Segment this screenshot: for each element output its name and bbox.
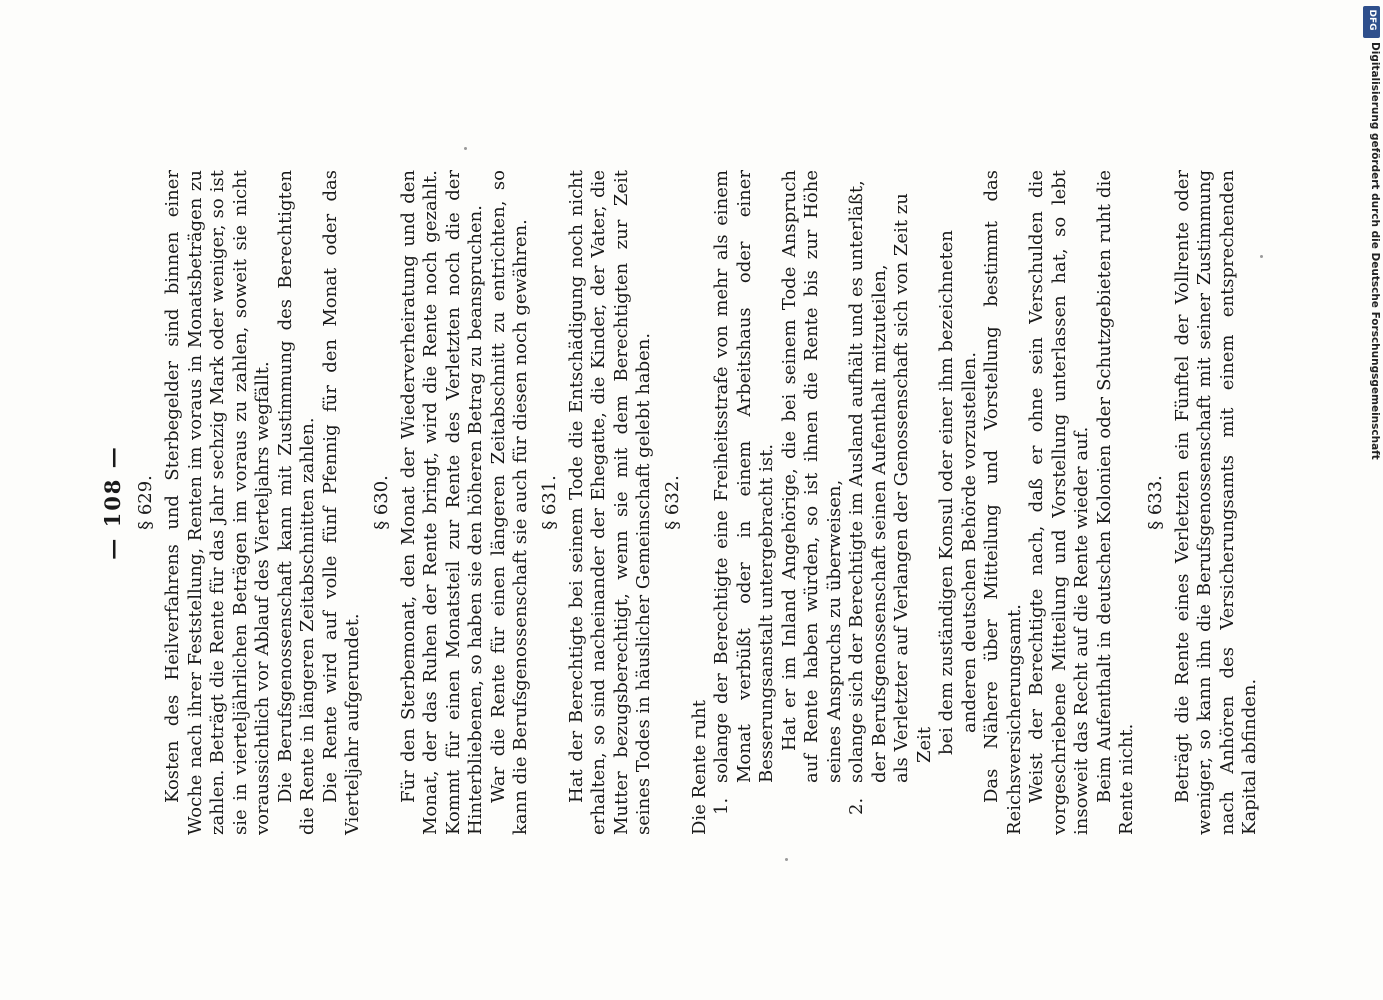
funding-note: Digitalisierung gefördert durch die Deutsche Forschungsgemeinschaft bbox=[1369, 42, 1381, 460]
list-item-text: solange sich der Berechtigte im Ausland aufhält und es unterläßt, bbox=[846, 180, 867, 783]
section-title-629: § 629. bbox=[135, 475, 156, 530]
list-item-632-2 bbox=[846, 170, 869, 835]
dfg-logo-text: DFG bbox=[1367, 9, 1377, 31]
page-number: — 108 — bbox=[100, 445, 125, 560]
page-content bbox=[100, 170, 1262, 835]
list-number: 1. bbox=[711, 797, 732, 815]
scan-speck bbox=[785, 858, 788, 861]
paragraph-629-2: Die Berufsgenossenschaft kann mit Zustimmung des Berechtigten die Rente in längeren Zeitabschnitten zahlen. bbox=[274, 170, 318, 835]
sub-item-632-2b: als Verletzter auf Verlangen der Genossenschaft sich von Zeit zu Zeit bbox=[891, 193, 935, 783]
funding-strip bbox=[1362, 6, 1382, 460]
list-item-text: solange der Berechtigte eine Freiheitsstrafe von mehr als einem Monat verbüßt oder in einem Arbeitshaus oder einer Besserungsanstalt untergebracht ist. bbox=[711, 170, 777, 783]
paragraph-632-1b: Hat er im Inland Angehörige, die bei seinem Tode Anspruch auf Rente haben würden, so ist ihnen die Rente bis zur Höhe seines Anspruchs zu überweisen, bbox=[778, 170, 845, 783]
paragraph-630-2: War die Rente für einen längeren Zeitabschnitt zu entrichten, so kann die Berufsgenossenschaft sie auch für diesen noch gewähren. bbox=[487, 170, 531, 835]
sub-item-632-2a: der Berufsgenossenschaft seinen Aufenthalt mitzuteilen, bbox=[868, 264, 890, 783]
paragraph-629-3: Die Rente wird auf volle fünf Pfennig für den Monat oder das Vierteljahr aufgerundet. bbox=[319, 170, 363, 835]
paragraph-632-beim: Beim Aufenthalt in deutschen Kolonien oder Schutzgebieten ruht die Rente nicht. bbox=[1093, 170, 1137, 835]
scan-speck bbox=[464, 147, 467, 150]
paragraph-632-naehere: Das Nähere über Mitteilung und Vorstellung bestimmt das Reichsversicherungsamt. bbox=[981, 170, 1025, 835]
list-item-632-1 bbox=[711, 170, 779, 835]
paragraph-631-1: Hat der Berechtigte bei seinem Tode die Entschädigung noch nicht erhalten, so sind nacheinander der Ehegatte, die Kinder, der Vater, die Mutter bezugsberechtigt, wenn sie mit dem Berechtigten zur Zeit seines Todes in häuslicher Gemeinschaft gelebt haben. bbox=[565, 170, 654, 835]
paragraph-632-weist: Weist der Berechtigte nach, daß er ohne sein Verschulden die vorgeschriebene Mitteilung und Vorstellung unterlassen hat, so lebt insoweit das Recht auf die Rente wieder auf. bbox=[1026, 170, 1092, 835]
scan-speck bbox=[1260, 255, 1263, 258]
section-title-631: § 631. bbox=[538, 475, 560, 530]
section-title-630: § 630. bbox=[370, 475, 392, 530]
paragraph-633-1: Beträgt die Rente eines Verletzten ein Fünftel der Vollrente oder weniger, so kann ihn die Berufsgenossenschaft mit seiner Zustimmung nach Anhören des Versicherungsamts mit einem entsprechenden Kapital abfinden. bbox=[1171, 170, 1260, 835]
dfg-logo-icon bbox=[1363, 6, 1380, 38]
paragraph-629-1: Kosten des Heilverfahrens und Sterbegelder sind binnen einer Woche nach ihrer Feststellung, Renten im voraus in Monatsbeträgen zu zahlen. Beträgt die Rente für das Jahr sechzig Mark oder weniger, so ist sie in vierteljährlichen Beträgen im voraus zu zahlen, soweit sie nicht voraussichtlich vor Ablauf des Vierteljahrs wegfällt. bbox=[162, 170, 273, 835]
section-title-633: § 633. bbox=[1144, 475, 1166, 530]
section-title-632: § 632. bbox=[661, 475, 683, 530]
list-number: 2. bbox=[846, 797, 867, 815]
sub-item-632-2b-cont: bei dem zuständigen Konsul oder einer ihm bezeichneten anderen deutschen Behörde vorzustellen. bbox=[936, 230, 980, 755]
paragraph-632-intro: Die Rente ruht bbox=[688, 700, 710, 835]
paragraph-630-1: Für den Sterbemonat, den Monat der Wiederverheiratung und den Monat, der das Ruhen der Rente bringt, wird die Rente noch gezahlt. Kommt für einen Monatsteil zur Rente des Verletzten noch die der Hinterbliebenen, so haben sie den höheren Betrag zu beanspruchen. bbox=[397, 170, 486, 835]
